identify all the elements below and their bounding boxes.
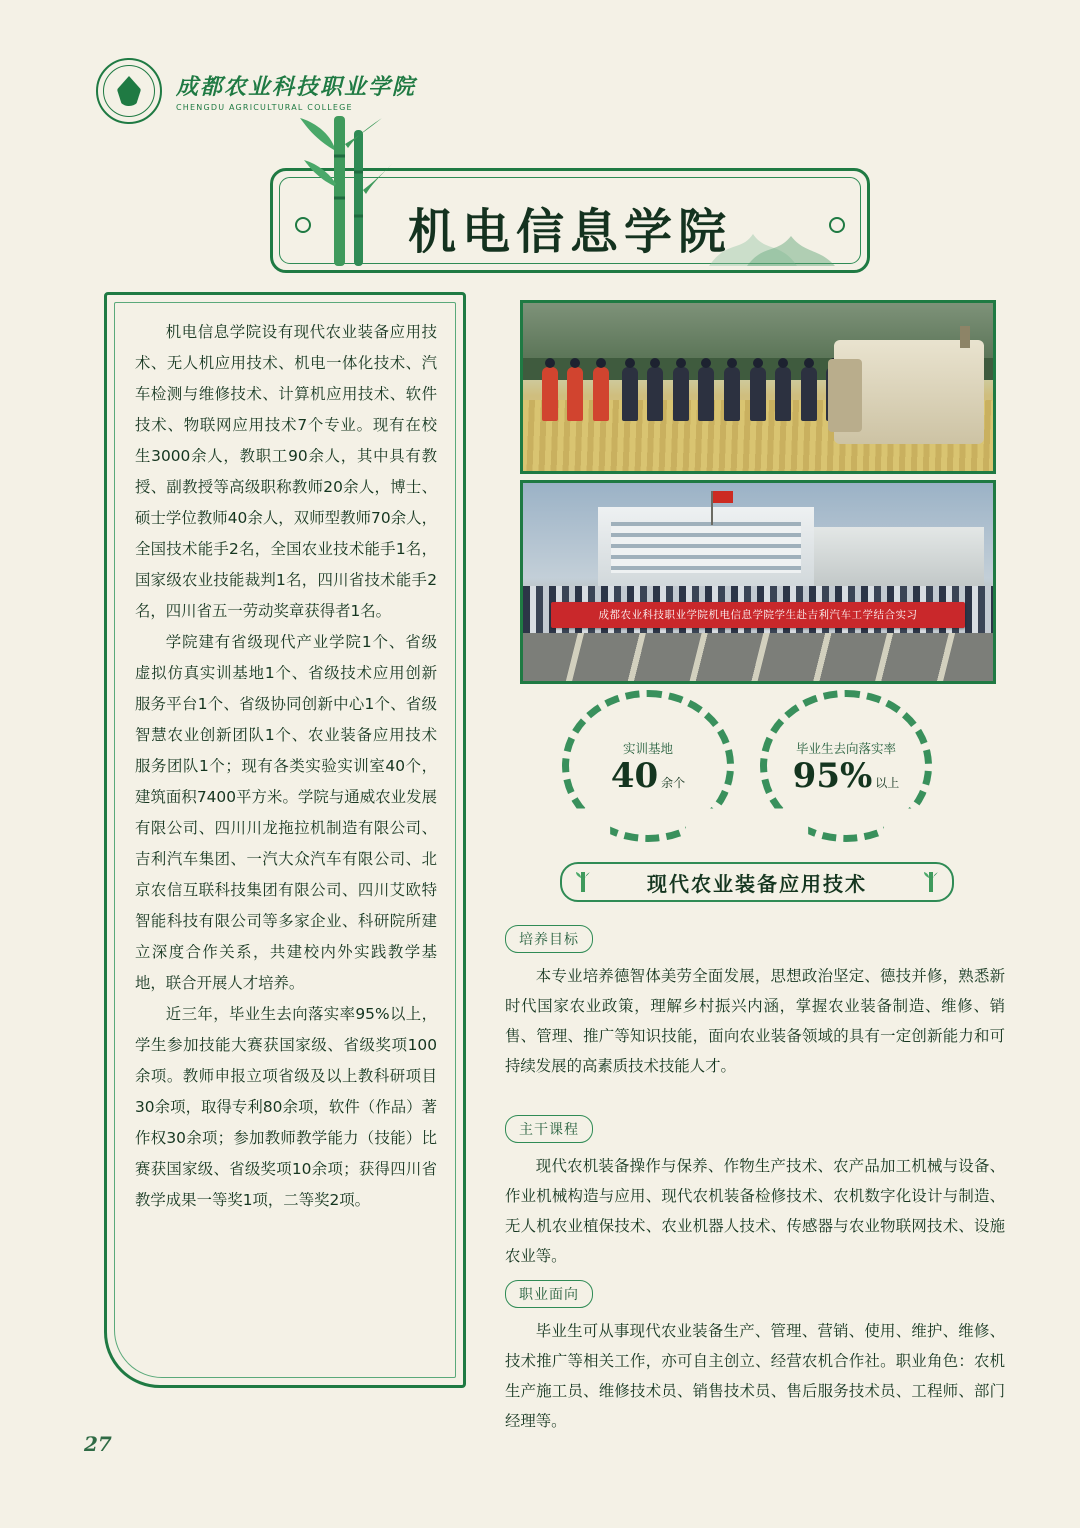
intro-panel — [104, 292, 466, 1388]
photo2-ground-lines — [523, 630, 993, 681]
stat-employment-rate — [760, 690, 932, 842]
stat-value — [610, 756, 686, 796]
block-training-goal — [505, 925, 1005, 1081]
block-text: 本专业培养德智体美劳全面发展，思想政治坚定、德技并修，熟悉新时代国家农业政策，理解乡村振兴内涵，掌握农业装备制造、维修、销售、管理、推广等知识技能，面向农业装备领域的具有一定创新能力和可持续发展的高素质技术技能人才。 — [505, 967, 1005, 1075]
block-tag: 培养目标 — [505, 925, 593, 953]
college-logo — [96, 58, 416, 124]
logo-text-group — [176, 70, 416, 112]
title-plaque — [270, 168, 870, 273]
block-text: 现代农机装备操作与保养、作物生产技术、农产品加工机械与设备、作业机械构造与应用、现代农机装备检修技术、农机数字化设计与制造、无人机农业植保技术、农业机器人技术、传感器与农业物联网技术、设施农业等。 — [505, 1157, 1005, 1265]
stats-group — [520, 690, 990, 850]
leaf-shape-icon — [117, 76, 141, 106]
intro-paragraph-2: 学院建有省级现代产业学院1个、省级虚拟仿真实训基地1个、省级技术应用创新服务平台1个、省级协同创新中心1个、省级智慧农业创新团队1个、农业装备应用技术服务团队1个；现有各类实验实训室40个，建筑面积7400平方米。学院与通威农业发展有限公司、四川川龙拖拉机制造有限公司、吉利汽车集团、一汽大众汽车有限公司、北京农信互联科技集团有限公司、四川艾欧特智能科技有限公司等多家企业、科研院所建立深度合作关系，共建校内外实践教学基地，联合开展人才培养。 — [135, 633, 437, 992]
photo-field-harvest — [520, 300, 996, 474]
photo2-building-main — [598, 507, 814, 594]
page-title: 机电信息学院 — [407, 204, 732, 260]
block-text: 毕业生可从事现代农业装备生产、管理、营销、使用、维护、维修、技术推广等相关工作，亦可自主创立、经营农机合作社。职业角色：农机生产施工员、维修技术员、销售技术员、售后服务技术员、工程师、部门经理等。 — [505, 1322, 1005, 1430]
intro-paragraph-3: 近三年，毕业生去向落实率95%以上，学生参加技能大赛获国家级、省级奖项100余项。教师申报立项省级及以上教科研项目30余项，取得专利80余项，软件（作品）著作权30余项；参加教师教学能力（技能）比赛获国家级、省级奖项10余项；获得四川省教学成果一等奖1项，二等奖2项。 — [135, 1005, 437, 1209]
intro-paragraph-1: 机电信息学院设有现代农业装备应用技术、无人机应用技术、机电一体化技术、汽车检测与维修技术、计算机应用技术、软件技术、物联网应用技术7个专业。现有在校生3000余人，教职工90余人，其中具有教授、副教授等高级职称教师20余人，博士、硕士学位教师40余人，双师型教师70余人，全国技术能手2名，全国农业技术能手1名，国家级农业技能裁判1名，四川省技术能手2名，四川省五一劳动奖章获得者1名。 — [135, 323, 437, 620]
block-tag: 主干课程 — [505, 1115, 593, 1143]
stat-label: 实训基地 — [622, 741, 673, 756]
major-banner — [560, 862, 954, 902]
bamboo-leaf-icon — [576, 872, 590, 892]
stat-unit: 以上 — [875, 776, 900, 790]
block-core-courses — [505, 1115, 1005, 1271]
stat-label: 毕业生去向落实率 — [795, 741, 896, 756]
block-career-paths — [505, 1280, 1005, 1436]
stat-value — [792, 756, 900, 796]
photo2-banner-text: 成都农业科技职业学院机电信息学院学生赴吉利汽车工学结合实习 — [551, 602, 965, 628]
page-number: 27 — [84, 1432, 112, 1456]
photo1-harvester — [834, 340, 984, 444]
photo2-flag-icon — [711, 491, 713, 525]
leaf-seal-icon — [96, 58, 162, 124]
intro-text — [135, 317, 437, 1367]
photo1-students — [542, 374, 862, 421]
photo-campus-group — [520, 480, 996, 684]
hills-icon — [707, 222, 837, 268]
bamboo-icon — [292, 116, 402, 266]
photo2-building-side — [814, 527, 983, 590]
bamboo-leaf-icon — [924, 872, 938, 892]
stat-number: 95% — [792, 756, 873, 796]
block-tag: 职业面向 — [505, 1280, 593, 1308]
logo-name-en: CHENGDU AGRICULTURAL COLLEGE — [176, 103, 353, 112]
logo-name-cn: 成都农业科技职业学院 — [176, 74, 417, 100]
stat-number: 40 — [610, 756, 659, 796]
stat-unit: 余个 — [661, 776, 686, 790]
major-title: 现代农业装备应用技术 — [647, 871, 867, 896]
stat-training-bases — [562, 690, 734, 842]
